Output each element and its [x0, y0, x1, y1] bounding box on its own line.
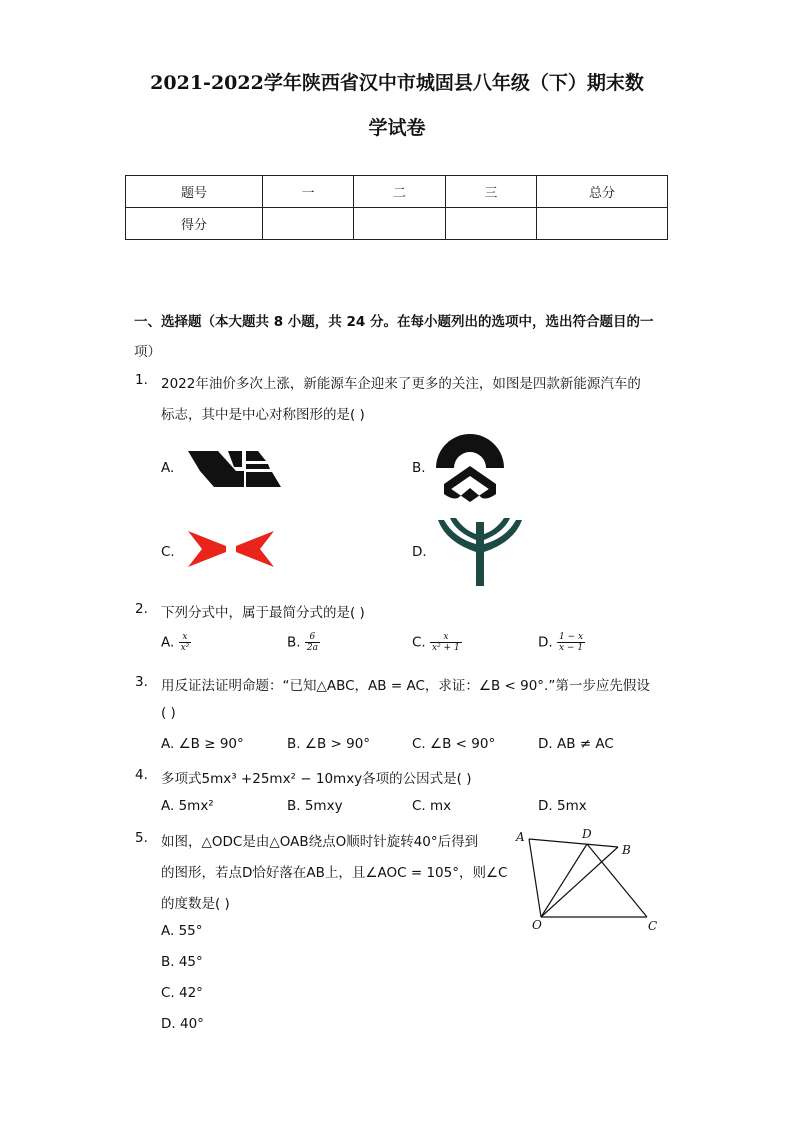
q1-option-d-label: D.	[412, 544, 427, 560]
segment-ob	[541, 847, 618, 917]
q2-option-b[interactable]	[287, 632, 320, 653]
q3-text-line2: ( )	[161, 705, 176, 721]
q3-option-c[interactable]: C. ∠B < 90°	[412, 736, 496, 752]
option-label: B.	[287, 634, 301, 651]
point-label-a: A	[516, 830, 525, 844]
q5-option-d[interactable]: D. 40°	[161, 1016, 204, 1032]
segment-dc	[587, 844, 647, 917]
score-cell[interactable]	[263, 208, 354, 240]
angular-block-logo-icon[interactable]	[186, 449, 282, 489]
q1-option-a-label: A.	[161, 460, 175, 476]
fraction-denominator: x²	[180, 643, 190, 653]
segment-ao	[529, 839, 541, 917]
q1-text-line1: 2022年油价多次上涨，新能源车企迎来了更多的关注，如图是四款新能源汽车的	[161, 376, 641, 392]
score-header-cell: 总分	[537, 176, 668, 208]
q4-option-b[interactable]: B. 5mxy	[287, 798, 343, 814]
q3-option-d[interactable]: D. AB ≠ AC	[538, 736, 614, 752]
section-heading-line2: 项）	[134, 344, 161, 360]
q5-option-b[interactable]: B. 45°	[161, 954, 203, 970]
page-title-line1: 2021-2022学年陕西省汉中市城固县八年级（下）期末数	[150, 72, 644, 94]
fraction-numerator: 6	[305, 632, 320, 643]
q5-option-c[interactable]: C. 42°	[161, 985, 203, 1001]
fraction-numerator: x	[179, 632, 192, 643]
question-number: 4.	[135, 767, 148, 783]
q5-text-line1: 如图，△ODC是由△OAB绕点O顺时针旋转40°后得到	[161, 834, 479, 850]
q3-text-line1: 用反证法证明命题：“已知△ABC，AB = AC，求证：∠B < 90°.”第一步应先假设	[161, 678, 650, 694]
segment-ab	[529, 839, 618, 847]
fraction	[179, 632, 192, 653]
q2-text: 下列分式中，属于最简分式的是( )	[161, 605, 365, 621]
score-header-cell: 三	[446, 176, 537, 208]
question-number: 3.	[135, 674, 148, 690]
score-header-cell: 一	[263, 176, 354, 208]
q3-option-a[interactable]: A. ∠B ≥ 90°	[161, 736, 244, 752]
fraction-numerator: 1 − x	[558, 632, 584, 642]
question-number: 5.	[135, 830, 148, 846]
option-label: C.	[412, 634, 426, 651]
score-header-cell: 二	[354, 176, 446, 208]
q2-option-c[interactable]	[412, 632, 462, 653]
question-number: 1.	[135, 372, 148, 388]
section-heading-line1: 一、选择题（本大题共 8 小题，共 24 分。在每小题列出的选项中，选出符合题目的一	[134, 314, 654, 330]
score-row-label: 得分	[126, 208, 263, 240]
point-label-o: O	[532, 918, 542, 932]
point-label-d: D	[582, 827, 592, 841]
score-header-cell: 题号	[126, 176, 263, 208]
q4-text: 多项式5mx³ +25mx² − 10mxy各项的公因式是( )	[161, 771, 472, 787]
score-table-score-row	[126, 208, 668, 240]
fraction	[430, 632, 462, 653]
score-cell[interactable]	[354, 208, 446, 240]
fraction-denominator: x² + 1	[432, 643, 460, 653]
score-cell[interactable]	[446, 208, 537, 240]
q5-text-line3: 的度数是( )	[161, 896, 230, 912]
score-table	[125, 175, 668, 240]
page-title-line2: 学试卷	[368, 117, 426, 139]
point-label-b: B	[622, 843, 631, 857]
option-label: D.	[538, 634, 553, 651]
fraction	[305, 632, 320, 653]
q4-option-d[interactable]: D. 5mx	[538, 798, 587, 814]
rotation-triangle-figure	[510, 826, 670, 934]
q4-option-a[interactable]: A. 5mx²	[161, 798, 214, 814]
fraction	[557, 632, 585, 653]
fraction-numerator: x	[430, 632, 462, 643]
option-label: A.	[161, 634, 175, 651]
score-table-header-row	[126, 176, 668, 208]
green-fountain-logo-icon[interactable]	[436, 516, 524, 586]
fraction-denominator: x − 1	[558, 643, 584, 653]
fraction-denominator: 2a	[306, 643, 318, 653]
score-cell[interactable]	[537, 208, 668, 240]
q5-text-line2: 的图形，若点D恰好落在AB上，且∠AOC = 105°，则∠C	[161, 865, 508, 881]
q2-option-a[interactable]	[161, 632, 191, 653]
question-number: 2.	[135, 601, 148, 617]
q1-option-c-label: C.	[161, 544, 175, 560]
red-bowtie-arrows-logo-icon[interactable]	[186, 529, 276, 569]
q1-option-b-label: B.	[412, 460, 426, 476]
q2-option-d[interactable]	[538, 632, 585, 653]
arch-chevron-logo-icon[interactable]	[434, 432, 506, 502]
point-label-c: C	[648, 919, 658, 933]
q4-option-c[interactable]: C. mx	[412, 798, 452, 814]
q5-option-a[interactable]: A. 55°	[161, 923, 203, 939]
q1-text-line2: 标志，其中是中心对称图形的是( )	[161, 407, 365, 423]
segment-od	[541, 844, 587, 917]
q3-option-b[interactable]: B. ∠B > 90°	[287, 736, 371, 752]
